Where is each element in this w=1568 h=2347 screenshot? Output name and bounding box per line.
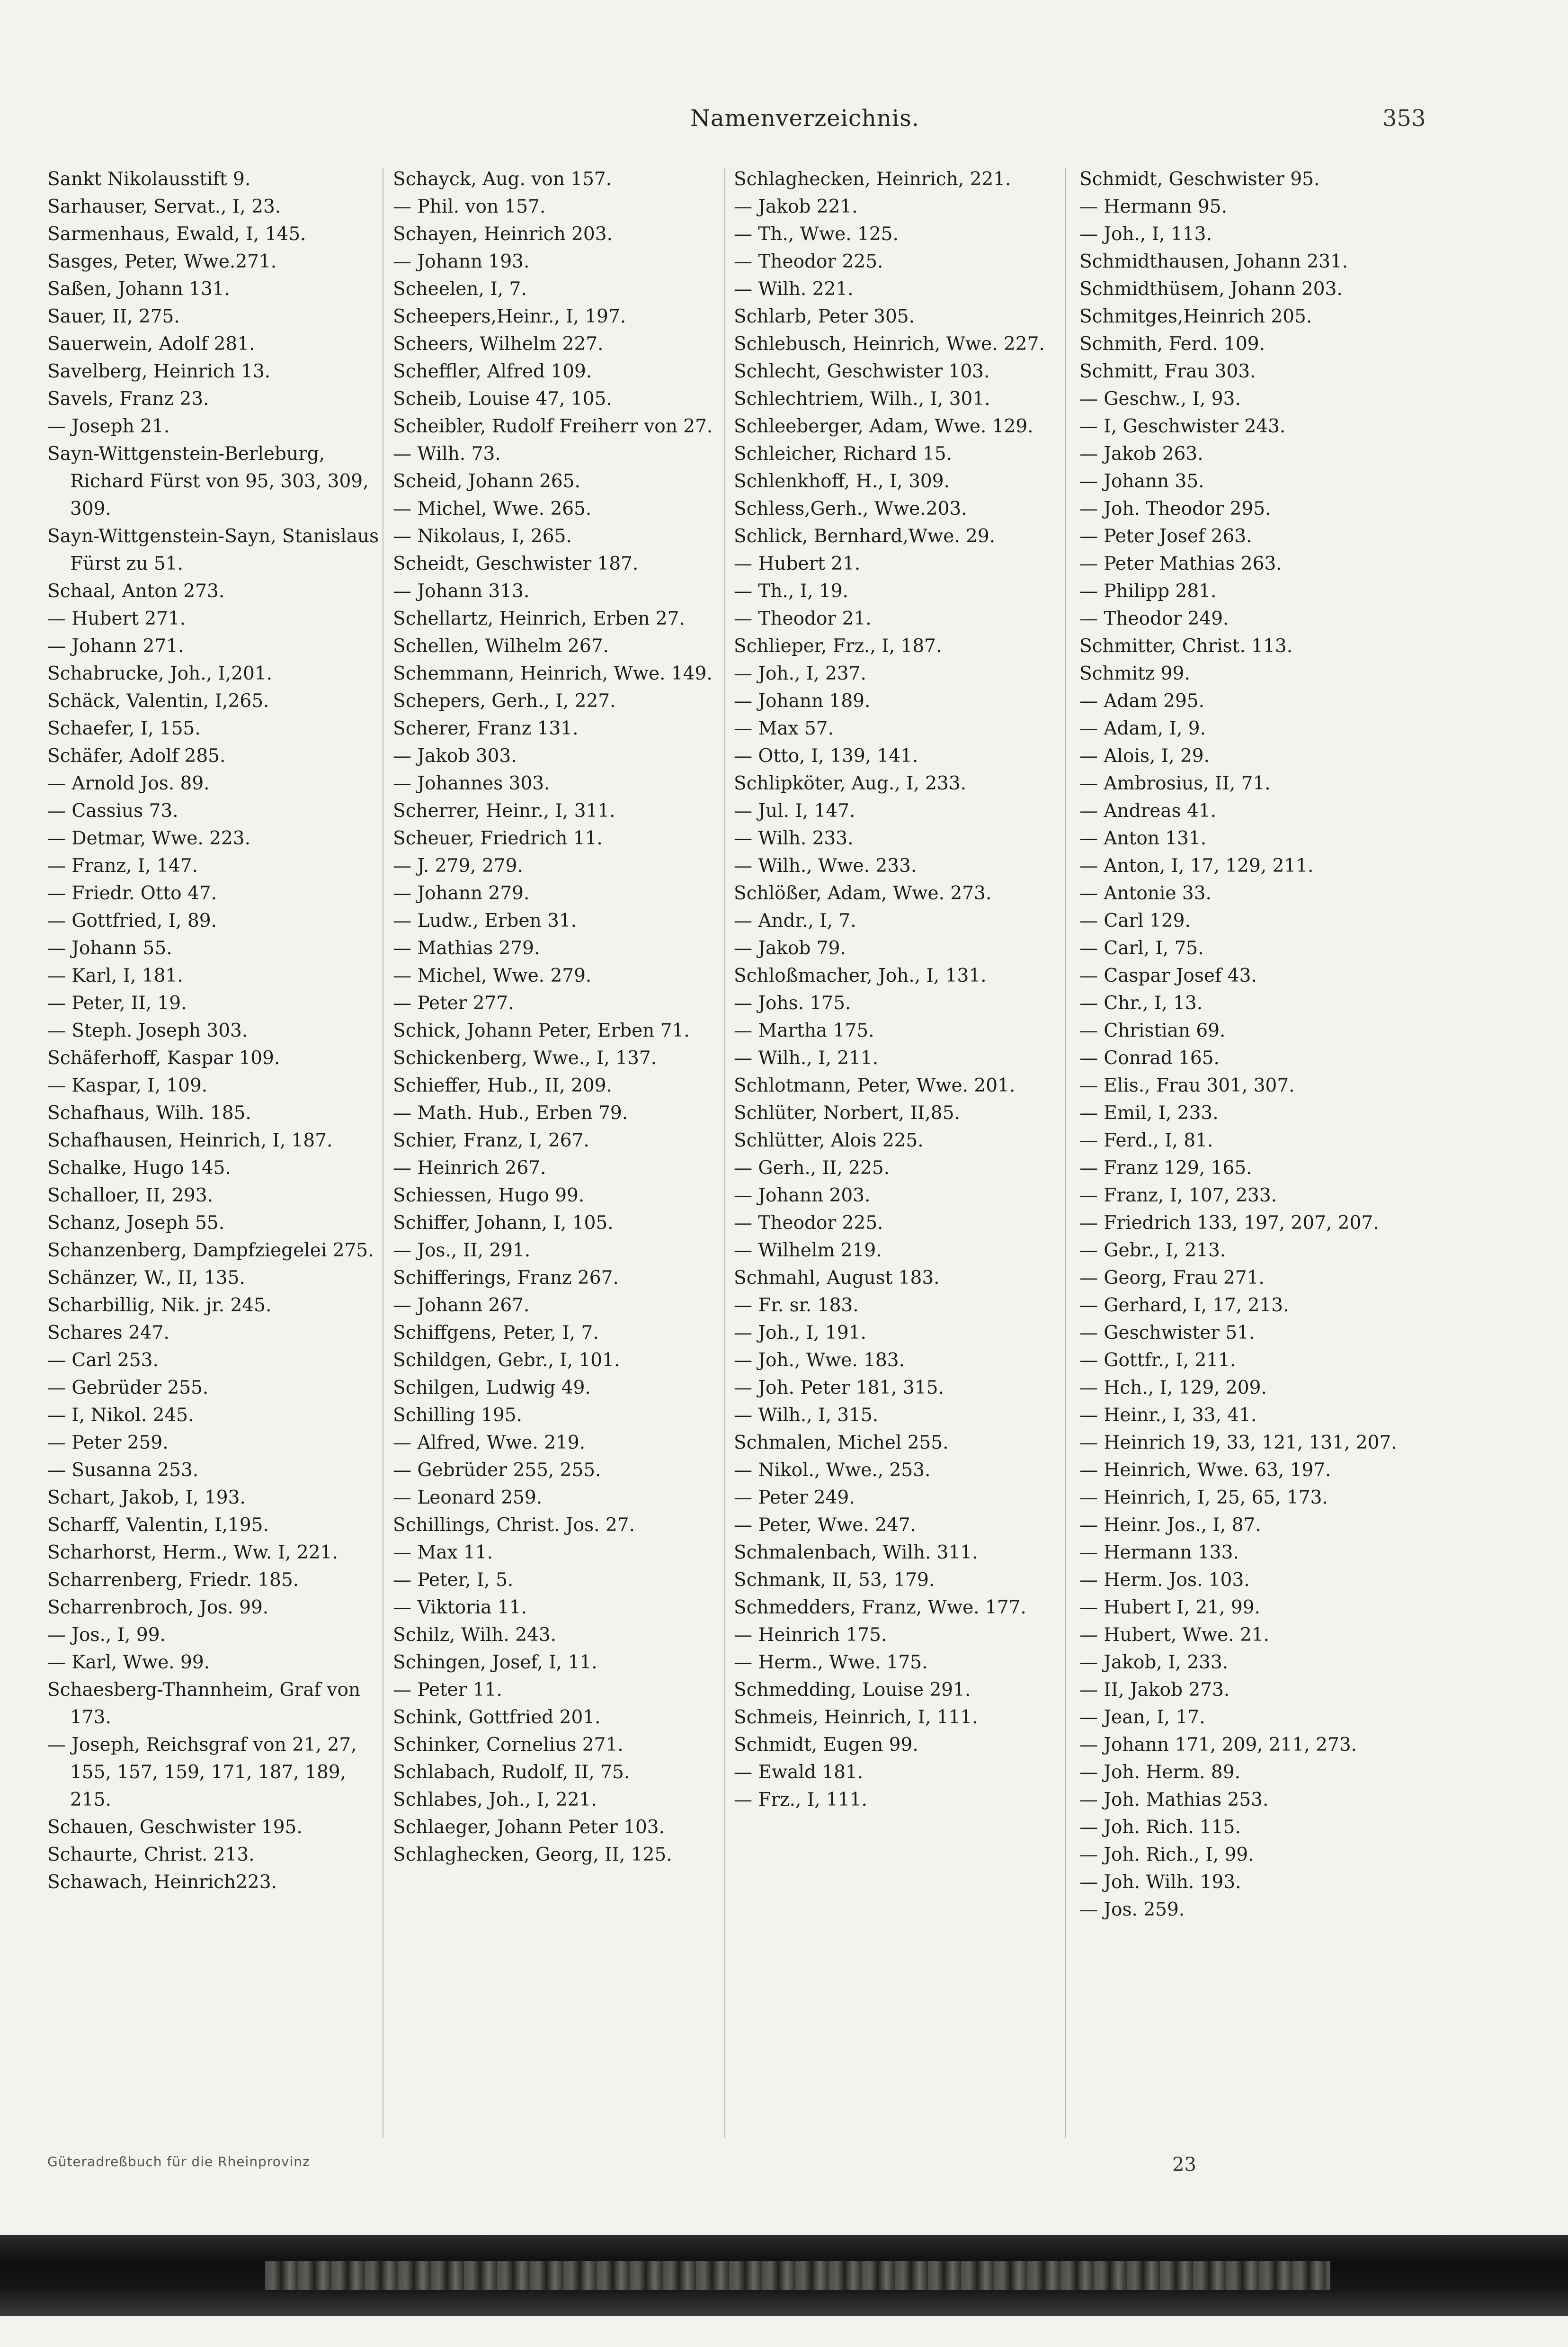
index-entry: — II, Jakob 273. [1079,1679,1230,1701]
index-entry: Schlüter, Norbert, II,85. [734,1102,960,1124]
index-entry: — Jakob 263. [1079,443,1203,465]
index-entry: — Joh., Wwe. 183. [734,1350,905,1371]
index-entry: Schmidt, Eugen 99. [734,1734,918,1756]
index-entry: — Heinrich 175. [734,1624,887,1646]
index-entry: — Karl, Wwe. 99. [47,1652,210,1673]
index-entry: — Viktoria 11. [393,1597,527,1618]
index-entry: Schlecht, Geschwister 103. [734,361,990,382]
index-entry: Scheibler, Rudolf Freiherr von 27. [393,416,713,437]
index-entry: — Johs. 175. [734,993,851,1014]
index-entry: Schanz, Joseph 55. [47,1212,225,1234]
index-entry: — Johann 55. [47,938,172,959]
index-entry: — Alois, I, 29. [1079,745,1210,767]
index-column-3 [734,166,1075,2145]
index-entry: — Heinrich, Wwe. 63, 197. [1079,1460,1331,1481]
index-entry: — Jul. I, 147. [734,800,855,822]
index-entry: Schmank, II, 53, 179. [734,1569,935,1591]
index-entry: Schmedding, Louise 291. [734,1679,971,1701]
index-entry: — Johann 189. [734,690,871,712]
index-entry: — Antonie 33. [1079,883,1212,904]
index-entry: — Adam 295. [1079,690,1204,712]
index-entry: — Wilh., I, 211. [734,1048,879,1069]
index-entry: Sankt Nikolausstift 9. [47,169,251,190]
index-entry: Scherer, Franz 131. [393,718,579,739]
index-entry: — Hubert 271. [47,608,186,629]
index-entry: Scheepers,Heinr., I, 197. [393,306,626,327]
index-entry: Schares 247. [47,1322,169,1344]
index-entry: Schänzer, W., II, 135. [47,1267,245,1289]
index-entry: Schmalenbach, Wilh. 311. [734,1542,978,1563]
index-entry: Schaurte, Christ. 213. [47,1844,255,1865]
index-entry: — Peter, I, 5. [393,1569,514,1591]
index-entry: Scheffler, Alfred 109. [393,361,592,382]
index-entry: — Carl, I, 75. [1079,938,1204,959]
index-entry: — Gerh., II, 225. [734,1157,890,1179]
index-entry: Schloßmacher, Joh., I, 131. [734,965,987,986]
index-entry: — Joh., I, 191. [734,1322,866,1344]
index-entry: Schafhausen, Heinrich, I, 187. [47,1130,333,1151]
index-entry: — Heinrich, I, 25, 65, 173. [1079,1487,1328,1508]
index-entry: — Susanna 253. [47,1460,199,1481]
index-entry: — Peter, II, 19. [47,993,187,1014]
index-entry: — Phil. von 157. [393,196,546,217]
index-entry: — Th., I, 19. [734,581,848,602]
index-entry: — Anton 131. [1079,828,1207,849]
index-entry: — Gottfried, I, 89. [47,910,217,932]
index-entry: Schlotmann, Peter, Wwe. 201. [734,1075,1016,1096]
index-entry: Sayn-Wittgenstein-Berleburg, Richard Fürst von 95, 303, 309, 309. [47,443,369,520]
index-entry: Schick, Johann Peter, Erben 71. [393,1020,690,1041]
index-entry: — Joh., I, 113. [1079,224,1212,245]
index-entry: — Jean, I, 17. [1079,1707,1205,1728]
index-entry: — Andr., I, 7. [734,910,856,932]
index-entry: — Peter Josef 263. [1079,526,1252,547]
index-entry: Schieffer, Hub., II, 209. [393,1075,612,1096]
index-entry: — Georg, Frau 271. [1079,1267,1265,1289]
index-entry: Schifferings, Franz 267. [393,1267,619,1289]
index-entry: — Joh. Herm. 89. [1079,1762,1240,1783]
index-entry: — Max 57. [734,718,834,739]
index-entry: — Joseph 21. [47,416,170,437]
index-entry: — Peter, Wwe. 247. [734,1514,917,1536]
index-entry: — Johann 267. [393,1295,530,1316]
index-entry: Schayck, Aug. von 157. [393,169,612,190]
index-entry: Schäck, Valentin, I,265. [47,690,269,712]
footer-source: Güteradreßbuch für die Rheinprovinz [47,2154,310,2169]
index-entry: Schilz, Wilh. 243. [393,1624,557,1646]
index-entry: — Herm., Wwe. 175. [734,1652,928,1673]
index-entry: — Otto, I, 139, 141. [734,745,918,767]
index-entry: Schier, Franz, I, 267. [393,1130,589,1151]
index-entry: Scheib, Louise 47, 105. [393,388,612,410]
index-entry: Scherrer, Heinr., I, 311. [393,800,615,822]
index-entry: — Carl 129. [1079,910,1191,932]
index-entry: — Hubert 21. [734,553,861,574]
index-entry: — Johann 313. [393,581,530,602]
index-entry: — Johann 271. [47,636,184,657]
index-entry: — Johann 203. [734,1185,871,1206]
index-entry: — Elis., Frau 301, 307. [1079,1075,1295,1096]
index-entry: Sarmenhaus, Ewald, I, 145. [47,224,306,245]
index-entry: — Wilh. 233. [734,828,854,849]
index-entry: Schlarb, Peter 305. [734,306,915,327]
index-entry: — Johann 193. [393,251,530,272]
index-entry: Schawach, Heinrich223. [47,1872,277,1893]
index-entry: Schalke, Hugo 145. [47,1157,231,1179]
index-entry: — Hch., I, 129, 209. [1079,1377,1267,1398]
index-entry: Schildgen, Gebr., I, 101. [393,1350,620,1371]
index-entry: Schlabes, Joh., I, 221. [393,1789,597,1810]
index-entry: Schleicher, Richard 15. [734,443,952,465]
index-entry: — Peter 277. [393,993,514,1014]
index-entry: — Fr. sr. 183. [734,1295,859,1316]
index-entry: Scharrenberg, Friedr. 185. [47,1569,299,1591]
index-entry: Schmidthausen, Johann 231. [1079,251,1348,272]
index-entry: Scharff, Valentin, I,195. [47,1514,269,1536]
index-entry: Schmedders, Franz, Wwe. 177. [734,1597,1026,1618]
index-entry: — Jakob 303. [393,745,517,767]
page-number: 353 [1382,105,1426,132]
index-entry: — Christian 69. [1079,1020,1226,1041]
index-entry: — Franz, I, 107, 233. [1079,1185,1277,1206]
index-entry: — I, Nikol. 245. [47,1405,194,1426]
index-entry: Scheers, Wilhelm 227. [393,333,604,355]
index-entry: — Joh. Theodor 295. [1079,498,1271,520]
index-entry: — Nikolaus, I, 265. [393,526,572,547]
index-entry: Scharrenbroch, Jos. 99. [47,1597,269,1618]
index-entry: — Emil, I, 233. [1079,1102,1219,1124]
index-entry: — Kaspar, I, 109. [47,1075,208,1096]
index-entry: Schalloer, II, 293. [47,1185,214,1206]
index-entry: — Steph. Joseph 303. [47,1020,248,1041]
index-entry: Schiessen, Hugo 99. [393,1185,585,1206]
index-entry: Schingen, Josef, I, 11. [393,1652,597,1673]
index-entry: Scheelen, I, 7. [393,278,527,300]
index-entry: Schmitter, Christ. 113. [1079,636,1293,657]
index-entry: Schleeberger, Adam, Wwe. 129. [734,416,1033,437]
index-entry: — Jakob 221. [734,196,858,217]
index-entry: — Karl, I, 181. [47,965,183,986]
index-entry: Schmahl, August 183. [734,1267,940,1289]
index-entry: — Michel, Wwe. 265. [393,498,592,520]
index-entry: — Conrad 165. [1079,1048,1220,1069]
index-entry: — Wilh. 73. [393,443,501,465]
index-entry: Schäferhoff, Kaspar 109. [47,1048,280,1069]
index-entry: — Gerhard, I, 17, 213. [1079,1295,1289,1316]
index-entry: — Franz 129, 165. [1079,1157,1252,1179]
index-entry: Schanzenberg, Dampfziegelei 275. [47,1240,374,1261]
index-entry: Sauerwein, Adolf 281. [47,333,255,355]
index-entry: — Herm. Jos. 103. [1079,1569,1250,1591]
index-entry: — Heinr., I, 33, 41. [1079,1405,1257,1426]
index-entry: Schlipköter, Aug., I, 233. [734,773,967,794]
index-entry: Schilgen, Ludwig 49. [393,1377,591,1398]
index-entry: Schilling 195. [393,1405,522,1426]
index-entry: — Ambrosius, II, 71. [1079,773,1271,794]
index-entry: — Theodor 225. [734,1212,883,1234]
index-entry: — Theodor 249. [1079,608,1229,629]
index-entry: — Jos., I, 99. [47,1624,166,1646]
index-entry: — Leonard 259. [393,1487,543,1508]
index-entry: — Peter 249. [734,1487,855,1508]
index-entry: Schmitt, Frau 303. [1079,361,1256,382]
index-entry: — Franz, I, 147. [47,855,198,877]
index-column-1 [47,166,388,2145]
index-entry: — Joh. Rich., I, 99. [1079,1844,1254,1865]
index-entry: Schaal, Anton 273. [47,581,225,602]
index-entry: — Wilh. 221. [734,278,854,300]
index-entry: — Heinrich 267. [393,1157,546,1179]
index-entry: Schickenberg, Wwe., I, 137. [393,1048,657,1069]
index-entry: — Philipp 281. [1079,581,1217,602]
index-entry: — Wilhelm 219. [734,1240,882,1261]
index-entry: Schellartz, Heinrich, Erben 27. [393,608,685,629]
index-entry: — Gebrüder 255. [47,1377,209,1398]
index-entry: Schlaghecken, Heinrich, 221. [734,169,1011,190]
index-entry: Sasges, Peter, Wwe.271. [47,251,277,272]
index-entry: — Nikol., Wwe., 253. [734,1460,931,1481]
index-entry: — Geschw., I, 93. [1079,388,1241,410]
index-entry: — Jakob 79. [734,938,846,959]
index-entry: — Math. Hub., Erben 79. [393,1102,628,1124]
index-entry: Schlaeger, Johann Peter 103. [393,1817,665,1838]
index-entry: — Caspar Josef 43. [1079,965,1257,986]
index-entry: Schepers, Gerh., I, 227. [393,690,616,712]
index-entry: Savelberg, Heinrich 13. [47,361,271,382]
index-entry: — Ferd., I, 81. [1079,1130,1213,1151]
index-entry: Schlaghecken, Georg, II, 125. [393,1844,672,1865]
index-entry: Sarhauser, Servat., I, 23. [47,196,281,217]
index-entry: Saßen, Johann 131. [47,278,230,300]
index-entry: — Heinr. Jos., I, 87. [1079,1514,1261,1536]
index-entry: Schauen, Geschwister 195. [47,1817,303,1838]
index-entry: — Hermann 95. [1079,196,1228,217]
index-entry: Schafhaus, Wilh. 185. [47,1102,251,1124]
index-entry: — Gottfr., I, 211. [1079,1350,1236,1371]
index-entry: Schayen, Heinrich 203. [393,224,613,245]
index-entry: Schlick, Bernhard,Wwe. 29. [734,526,996,547]
index-entry: — Cassius 73. [47,800,178,822]
index-entry: Sayn-Wittgenstein-Sayn, Stanislaus Fürst zu 51. [47,526,379,574]
index-entry: Schmeis, Heinrich, I, 111. [734,1707,978,1728]
index-entry: Schmitges,Heinrich 205. [1079,306,1312,327]
index-entry: Schmalen, Michel 255. [734,1432,949,1453]
index-entry: Schlütter, Alois 225. [734,1130,924,1151]
index-entry: Schmidt, Geschwister 95. [1079,169,1320,190]
index-entry: — Max 11. [393,1542,493,1563]
index-entry: — Theodor 21. [734,608,872,629]
index-entry: — Martha 175. [734,1020,874,1041]
index-entry: Savels, Franz 23. [47,388,209,410]
index-entry: Schemmann, Heinrich, Wwe. 149. [393,663,713,684]
index-entry: — Th., Wwe. 125. [734,224,899,245]
index-entry: Schlebusch, Heinrich, Wwe. 227. [734,333,1045,355]
index-entry: — Friedr. Otto 47. [47,883,217,904]
index-entry: Schabrucke, Joh., I,201. [47,663,273,684]
index-entry: Schlieper, Frz., I, 187. [734,636,942,657]
index-entry: Schellen, Wilhelm 267. [393,636,609,657]
index-entry: — Johann 171, 209, 211, 273. [1079,1734,1357,1756]
index-entry: — Adam, I, 9. [1079,718,1206,739]
index-entry: — Mathias 279. [393,938,540,959]
index-entry: — Joh. Peter 181, 315. [734,1377,944,1398]
index-entry: — Hermann 133. [1079,1542,1239,1563]
index-entry: — Peter 259. [47,1432,169,1453]
index-entry: — Jakob, I, 233. [1079,1652,1229,1673]
index-entry: — Anton, I, 17, 129, 211. [1079,855,1314,877]
index-entry: — Joh. Mathias 253. [1079,1789,1269,1810]
index-entry: Schlenkhoff, H., I, 309. [734,471,950,492]
index-entry: — Johann 35. [1079,471,1204,492]
signature-mark: 23 [1172,2154,1196,2176]
index-entry: — Friedrich 133, 197, 207, 207. [1079,1212,1379,1234]
index-entry: — Joh., I, 237. [734,663,866,684]
index-entry: — Wilh., I, 315. [734,1405,879,1426]
index-entry: — Joseph, Reichsgraf von 21, 27, 155, 157, 159, 171, 187, 189, 215. [47,1734,357,1810]
index-entry: Schinker, Cornelius 271. [393,1734,624,1756]
index-entry: Schiffgens, Peter, I, 7. [393,1322,599,1344]
index-entry: — Hubert, Wwe. 21. [1079,1624,1270,1646]
index-entry: — Chr., I, 13. [1079,993,1203,1014]
index-entry: Schmith, Ferd. 109. [1079,333,1265,355]
index-column-2 [393,166,734,2145]
index-entry: — Arnold Jos. 89. [47,773,210,794]
index-entry: — Carl 253. [47,1350,159,1371]
index-entry: — Ewald 181. [734,1762,864,1783]
index-entry: Schaesberg-Thannheim, Graf von 173. [47,1679,361,1728]
index-entry: — Gebrüder 255, 255. [393,1460,601,1481]
running-head: Namenverzeichnis. [690,105,919,132]
index-entry: — Joh. Wilh. 193. [1079,1872,1241,1893]
index-entry: Scharbillig, Nik. jr. 245. [47,1295,272,1316]
index-entry: — J. 279, 279. [393,855,523,877]
index-entry: Schlabach, Rudolf, II, 75. [393,1762,630,1783]
index-entry: — Jos., II, 291. [393,1240,531,1261]
scan-edge-band [0,2235,1568,2316]
index-entry: Scheuer, Friedrich 11. [393,828,603,849]
index-entry: — Wilh., Wwe. 233. [734,855,917,877]
index-entry: — Ludw., Erben 31. [393,910,577,932]
index-entry: — Johannes 303. [393,773,550,794]
index-entry: — Heinrich 19, 33, 121, 131, 207. [1079,1432,1397,1453]
index-entry: Scharhorst, Herm., Ww. I, 221. [47,1542,338,1563]
index-entry: — Gebr., I, 213. [1079,1240,1226,1261]
index-entry: — Andreas 41. [1079,800,1217,822]
index-entry: Sauer, II, 275. [47,306,180,327]
index-entry: Schlechtriem, Wilh., I, 301. [734,388,990,410]
index-entry: — Alfred, Wwe. 219. [393,1432,586,1453]
index-entry: — Joh. Rich. 115. [1079,1817,1241,1838]
index-entry: Schmidthüsem, Johann 203. [1079,278,1343,300]
index-entry: — Hubert I, 21, 99. [1079,1597,1260,1618]
index-entry: — Jos. 259. [1079,1899,1185,1920]
index-entry: — Peter Mathias 263. [1079,553,1282,574]
index-entry: Schless,Gerh., Wwe.203. [734,498,967,520]
index-entry: Schlößer, Adam, Wwe. 273. [734,883,992,904]
index-entry: — Johann 279. [393,883,530,904]
index-entry: — Theodor 225. [734,251,883,272]
index-entry: — Frz., I, 111. [734,1789,867,1810]
index-entry: Schaefer, I, 155. [47,718,201,739]
index-entry: Scheidt, Geschwister 187. [393,553,639,574]
index-column-4 [1079,166,1420,2145]
index-entry: Schink, Gottfried 201. [393,1707,601,1728]
index-entry: Schart, Jakob, I, 193. [47,1487,246,1508]
index-entry: Schäfer, Adolf 285. [47,745,226,767]
index-entry: — Peter 11. [393,1679,502,1701]
index-entry: — Geschwister 51. [1079,1322,1255,1344]
index-entry: Schmitz 99. [1079,663,1190,684]
index-entry: — Detmar, Wwe. 223. [47,828,250,849]
index-entry: Schillings, Christ. Jos. 27. [393,1514,635,1536]
index-entry: Schiffer, Johann, I, 105. [393,1212,614,1234]
index-entry: — I, Geschwister 243. [1079,416,1286,437]
index-entry: — Michel, Wwe. 279. [393,965,592,986]
index-entry: Scheid, Johann 265. [393,471,580,492]
